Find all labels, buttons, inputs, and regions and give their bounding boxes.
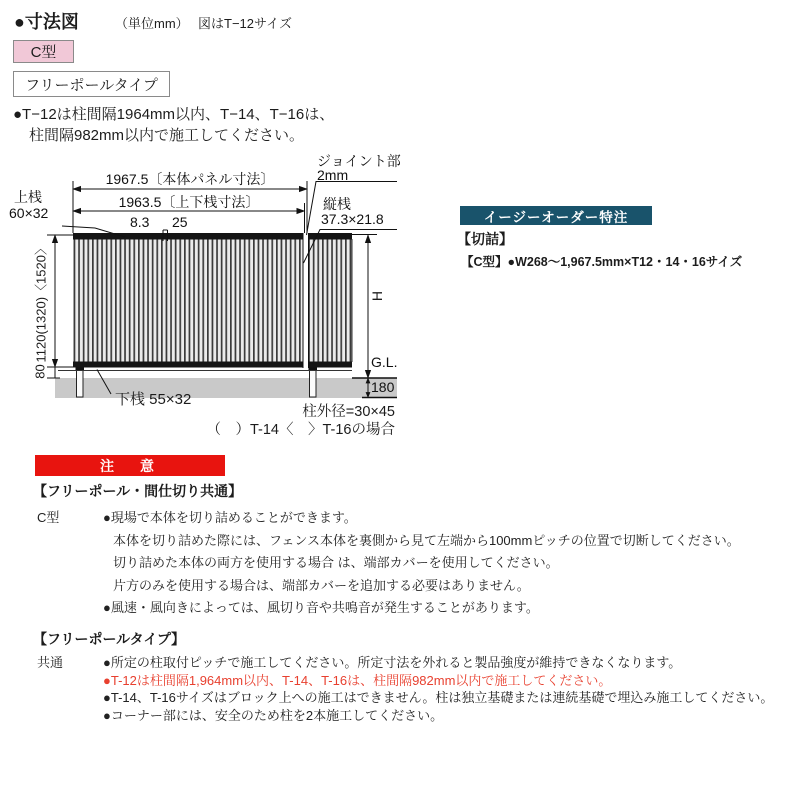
freepole-line: ●所定の柱取付ピッチで施工してください。所定寸法を外れると製品強度が維持できなくなります。 — [103, 655, 682, 670]
bottom-rail-label: 下桟 55×32 — [115, 391, 192, 408]
unit-note: （単位mm） — [115, 16, 189, 31]
slat-label: 縦桟 — [323, 196, 351, 212]
page-title: ●寸法図 — [14, 12, 79, 32]
freepole-row-label: 共通 — [37, 655, 64, 670]
embed-depth-label: 180 — [371, 379, 395, 395]
common-line: ●風速・風向きによっては、風切り音や共鳴音が発生することがあります。 — [103, 600, 539, 615]
bottom-gap-label: 80 — [32, 364, 48, 379]
common-section-title: 【フリーポール・間仕切り共通】 — [33, 483, 243, 499]
left-post — [76, 367, 85, 398]
common-line: 本体を切り詰めた際には、フェンス本体を裏側から見て左端から100mmピッチの位置で切断してください。 — [113, 533, 740, 548]
slat-pitch-label: 25 — [172, 214, 188, 230]
common-line: 片方のみを使用する場合は、端部カバーを追加する必要はありません。 — [113, 578, 530, 593]
freepole-section-title: 【フリーポールタイプ】 — [33, 631, 186, 647]
slat-size: 37.3×21.8 — [321, 211, 384, 227]
common-line: 切り詰めた本体の両方を使用する場合 は、端部カバーを使用してください。 — [113, 555, 559, 570]
dim-panel-width-label: 1967.5〔本体パネル寸法〕 — [105, 171, 275, 187]
caution-header: 注 意 — [35, 455, 225, 476]
joint-size: 2mm — [317, 167, 349, 183]
easy-order-header: イージーオーダー特注 — [460, 206, 652, 225]
common-row-label: C型 — [37, 510, 60, 525]
style-tag-freepole: フリーポールタイプ — [13, 71, 170, 97]
dim-rail-width-label: 1963.5〔上下桟寸法〕 — [118, 194, 260, 210]
type-tag-c: C型 — [13, 40, 74, 63]
joint-label: ジョイント部 — [317, 153, 401, 169]
easy-order-sub-header: 【切詰】 — [457, 231, 513, 247]
height-symbol-label: H — [369, 290, 385, 302]
slat-panel — [73, 239, 352, 362]
right-post — [309, 367, 318, 398]
freepole-line: ●T-14、T-16サイズはブロック上への施工はできません。柱は独立基礎または連続基礎で埋込み施工してください。 — [103, 690, 774, 705]
panel-heights-label: 1120(1320)〈1520〉 — [33, 242, 49, 363]
common-line: ●現場で本体を切り詰めることができます。 — [103, 510, 357, 525]
bottom-rail — [73, 362, 352, 368]
figure-size-note: 図はT−12サイズ — [198, 16, 292, 31]
freepole-line-red: ●T-12は柱間隔1,964mm以内、T-14、T-16は、柱間隔982mm以内で施工してください。 — [103, 673, 612, 688]
slat-gap-label: 8.3 — [130, 214, 150, 230]
post-size-note: 柱外径=30×45 — [302, 404, 395, 420]
bracket-note: （ ）T-14〈 〉T-16の場合 — [206, 422, 395, 438]
top-rail-size: 60×32 — [9, 205, 49, 221]
intro-line-1: ●T−12は柱間隔1964mm以内、T−14、T−16は、 — [13, 106, 335, 123]
freepole-line: ●コーナー部には、安全のため柱を2本施工してください。 — [103, 708, 444, 723]
ground-strip — [55, 378, 397, 398]
top-rail-label: 上桟 — [14, 189, 42, 205]
intro-line-2: 柱間隔982mm以内で施工してください。 — [29, 127, 305, 144]
ground-level-label: G.L. — [371, 354, 398, 370]
easy-order-spec: 【C型】●W268～1,967.5mm×T12・14・16サイズ — [461, 255, 743, 269]
panel-joint — [303, 233, 309, 368]
